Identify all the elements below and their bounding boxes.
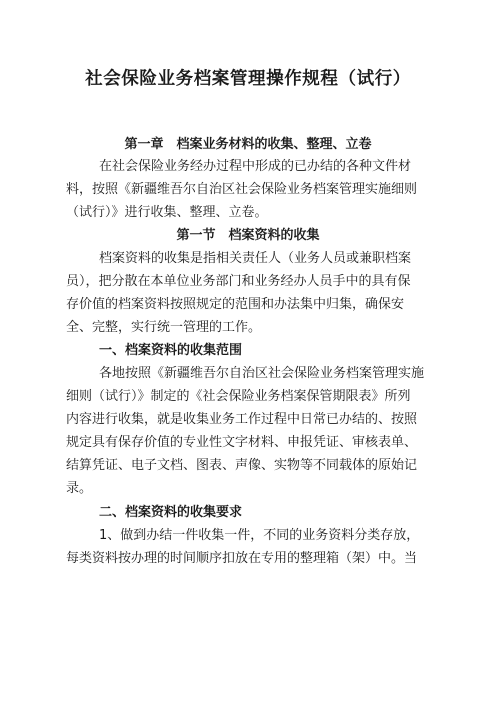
paragraph-line: 员），把分散在本单位业务部门和业务经办人员手中的具有保 — [66, 274, 411, 289]
paragraph-line: 录。 — [66, 481, 93, 496]
paragraph-line: 每类资料按办理的时间顺序扣放在专用的整理箱（架）中。当 — [66, 551, 418, 566]
paragraph-line: 内容进行收集，就是收集业务工作过程中日常已办结的、按照 — [66, 412, 418, 427]
paragraph-line: 在社会保险业务经办过程中形成的已办结的各种文件材 — [99, 159, 412, 174]
paragraph-line: 细则（试行）》制定的《社会保险业务档案保管期限表》所列 — [66, 389, 411, 404]
paragraph-line: 料，按照《新疆维吾尔自治区社会保险业务档案管理实施细则 — [66, 182, 418, 197]
paragraph-line: 1、做到办结一件收集一件，不同的业务资料分类存放， — [99, 528, 420, 543]
subsection-heading: 二、档案资料的收集要求 — [99, 505, 243, 520]
subsection-heading: 一、档案资料的收集范围 — [99, 343, 243, 358]
document-title: 社会保险业务档案管理操作规程（试行） — [85, 69, 411, 89]
paragraph-line: 各地按照《新疆维吾尔自治区社会保险业务档案管理实施 — [99, 366, 425, 381]
paragraph-line: 全、完整，实行统一管理的工作。 — [66, 320, 262, 335]
paragraph-line: 规定具有保存价值的专业性文字材料、申报凭证、审核表单、 — [66, 435, 418, 450]
paragraph-line: 存价值的档案资料按照规定的范围和办法集中归集，确保安 — [66, 297, 405, 312]
section-heading: 第一节 档案资料的收集 — [176, 228, 320, 243]
chapter-heading: 第一章 档案业务材料的收集、整理、立卷 — [124, 137, 372, 152]
paragraph-line: 结算凭证、电子文档、图表、声像、实物等不同载体的原始记 — [66, 458, 418, 473]
paragraph-line: （试行）》进行收集、整理、立卷。 — [66, 205, 268, 220]
paragraph-line: 档案资料的收集是指相关责任人（业务人员或兼职档案 — [99, 251, 412, 266]
